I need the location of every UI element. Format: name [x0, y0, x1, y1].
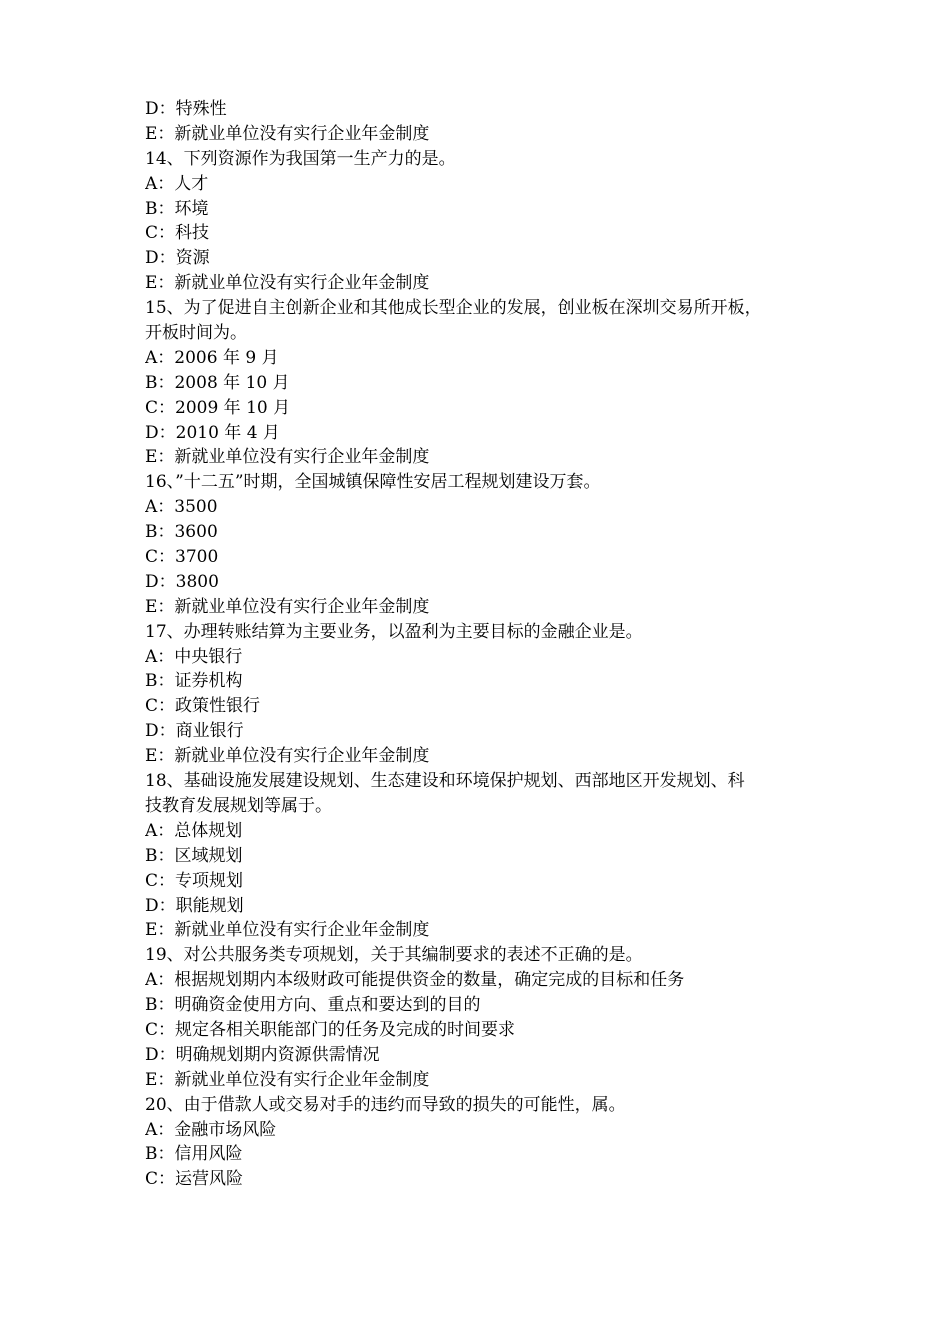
answer-option: C：3700 [145, 547, 219, 568]
document-page [145, 97, 825, 1192]
answer-option: E：新就业单位没有实行企业年金制度 [145, 920, 430, 941]
answer-option: B：环境 [145, 198, 209, 219]
answer-option: E：新就业单位没有实行企业年金制度 [145, 123, 430, 144]
answer-option: C：专项规划 [145, 870, 244, 891]
answer-option: D：3800 [145, 571, 219, 592]
answer-option: C：运营风险 [145, 1169, 244, 1190]
answer-option: D：职能规划 [145, 895, 244, 916]
answer-option: B：区域规划 [145, 845, 243, 866]
question-text: 16、”十二五”时期，全国城镇保障性安居工程规划建设万套。 [145, 472, 601, 493]
answer-option: A：总体规划 [145, 820, 243, 841]
answer-option: E：新就业单位没有实行企业年金制度 [145, 447, 430, 468]
answer-option: E：新就业单位没有实行企业年金制度 [145, 1069, 430, 1090]
answer-option: C：规定各相关职能部门的任务及完成的时间要求 [145, 1019, 516, 1040]
question-text: 开板时间为。 [145, 323, 247, 344]
answer-option: C：2009 年 10 月 [145, 397, 291, 418]
answer-option: D：明确规划期内资源供需情况 [145, 1044, 380, 1065]
question-text: 17、办理转账结算为主要业务，以盈利为主要目标的金融企业是。 [145, 621, 643, 642]
answer-option: E：新就业单位没有实行企业年金制度 [145, 273, 430, 294]
answer-option: D：2010 年 4 月 [145, 422, 280, 443]
question-text: 18、基础设施发展建设规划、生态建设和环境保护规划、西部地区开发规划、科 [145, 771, 745, 792]
answer-option: B：3600 [145, 522, 218, 543]
question-text: 14、下列资源作为我国第一生产力的是。 [145, 148, 456, 169]
answer-option: B：信用风险 [145, 1144, 243, 1165]
answer-option: B：明确资金使用方向、重点和要达到的目的 [145, 995, 481, 1016]
answer-option: A：人才 [145, 173, 209, 194]
answer-option: E：新就业单位没有实行企业年金制度 [145, 746, 430, 767]
answer-option: A：金融市场风险 [145, 1119, 277, 1140]
answer-option: B：2008 年 10 月 [145, 372, 290, 393]
answer-option: D：资源 [145, 248, 210, 269]
answer-option: A：中央银行 [145, 646, 243, 667]
answer-option: D：特殊性 [145, 99, 227, 119]
answer-option: C：政策性银行 [145, 696, 261, 717]
question-text: 20、由于借款人或交易对手的违约而导致的损失的可能性，属。 [145, 1094, 626, 1115]
answer-option: D：商业银行 [145, 721, 244, 742]
answer-option: A：2006 年 9 月 [145, 347, 279, 368]
answer-option: C：科技 [145, 223, 210, 244]
question-text: 15、为了促进自主创新企业和其他成长型企业的发展，创业板在深圳交易所开板， [145, 298, 762, 319]
answer-option: A：3500 [145, 497, 218, 518]
answer-option: B：证券机构 [145, 671, 243, 692]
answer-option: A：根据规划期内本级财政可能提供资金的数量，确定完成的目标和任务 [145, 970, 685, 991]
question-text: 技教育发展规划等属于。 [145, 795, 332, 816]
answer-option: E：新就业单位没有实行企业年金制度 [145, 596, 430, 617]
question-text: 19、对公共服务类专项规划，关于其编制要求的表述不正确的是。 [145, 945, 643, 966]
